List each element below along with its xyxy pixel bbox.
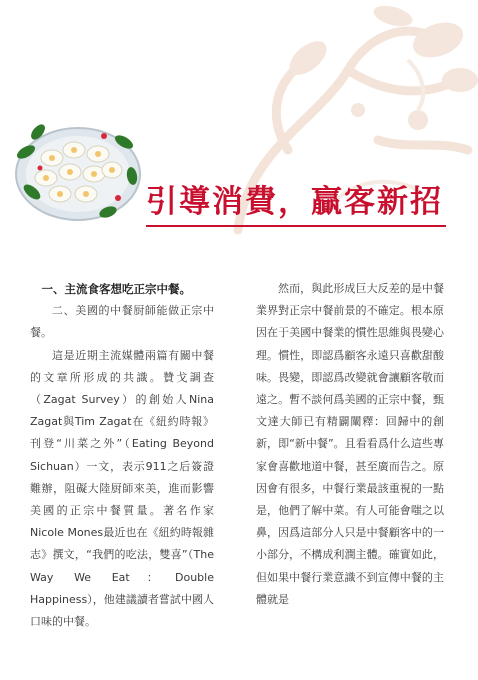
paragraph: 然而，與此形成巨大反差的是中餐業界對正宗中餐前景的不確定。根本原因在于美國中餐業的慣性思維與畏變心理。慣性，即認爲顧客永遠只喜歡甜酸味。畏變，即認爲改變就會讓顧客敬而遠之。暫不談何爲美國的正宗中餐，甄文達大師已有精闢闡釋：回歸中的創新，即“新中餐”。且看看爲什么這些專家會喜歡地道中餐，甚至廣而告之。原因會有很多，中餐行業最該重視的一點是，他們了解中菜。有人可能會嗤之以鼻，因爲這部分人只是中餐顧客中的一小部分，不構成利潤主體。確實如此，但如果中餐行業意識不到宣傳中餐的主體就是 [256,282,444,606]
section-heading: 一、主流食客想吃正宗中餐。 [41,282,191,296]
title-underline [146,225,446,227]
left-column [30,278,214,633]
article-title: 引導消費，贏客新招 [146,184,443,220]
paragraph: 二、美國的中餐厨師能做正宗中餐。 [30,304,214,340]
paragraph: 這是近期主流媒體兩篇有關中餐的文章所形成的共識。贊戈調查（Zagat Survey）的創始人Nina Zagat與Tim Zagat在《紐約時報》刊登“川菜之外”（Eating Beyond Sichuan）一文，表示911之后簽證難辦，阻礙大陸厨師來美，進而影響美國的正宗中餐質量。著名作家Nicole Mones最近也在《紐約時報雜志》撰文，“我們的吃法，雙喜”（The Way We Eat：Double Happiness），他建議讀者嘗試中國人口味的中餐。 [30,348,214,629]
dumpling-platter-photo [12,112,144,230]
right-column [256,278,444,611]
